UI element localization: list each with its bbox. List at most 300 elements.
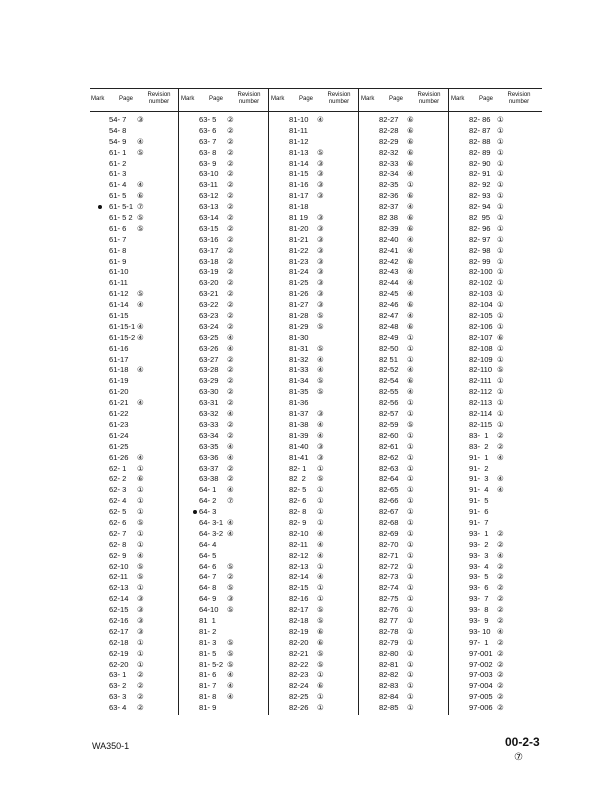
page-cell: 82-62 (379, 452, 399, 462)
header-page: Page (209, 95, 224, 102)
revision-cell: ① (137, 539, 145, 549)
table-row (450, 224, 540, 235)
page-cell: 93- 1 (469, 528, 489, 538)
revision-cell: ① (407, 463, 415, 473)
page-cell: 82-69 (379, 528, 399, 538)
revision-cell: ② (497, 681, 505, 691)
table-row (90, 278, 180, 289)
table-row (180, 660, 270, 671)
table-row (360, 278, 450, 289)
revision-cell: ④ (227, 670, 235, 680)
table-row (450, 464, 540, 475)
table-row (270, 627, 360, 638)
revision-cell: ⑤ (137, 561, 145, 571)
table-row (270, 322, 360, 333)
table-row (450, 649, 540, 660)
revision-cell: ② (227, 180, 235, 190)
revision-cell: ① (407, 583, 415, 593)
table-row (270, 398, 360, 409)
page-cell: 97-003 (469, 670, 493, 680)
revision-cell: ① (497, 158, 505, 168)
table-row (360, 660, 450, 671)
table-row (180, 562, 270, 573)
revision-cell: ① (407, 626, 415, 636)
table-row (450, 387, 540, 398)
page-cell: 82-40 (379, 234, 399, 244)
revision-cell: ⑤ (137, 517, 145, 527)
table-row (90, 616, 180, 627)
table-row (450, 333, 540, 344)
page-cell: 82-72 (379, 561, 399, 571)
table-row (180, 333, 270, 344)
table-row (450, 529, 540, 540)
revision-cell: ① (407, 517, 415, 527)
page-cell: 62-14 (109, 594, 129, 604)
page-cell: 64- 9 (199, 594, 217, 604)
page-cell: 93- 7 (469, 594, 489, 604)
revision-cell: ④ (227, 332, 235, 342)
page-cell: 82- 5 (289, 485, 307, 495)
revision-cell: ③ (317, 245, 325, 255)
table-row (270, 148, 360, 159)
table-row (90, 169, 180, 180)
table-row (450, 267, 540, 278)
page-cell: 82-73 (379, 572, 399, 582)
table-row (450, 572, 540, 583)
revision-cell: ⑤ (227, 583, 235, 593)
page-cell: 61- 1 (109, 147, 127, 157)
table-row (180, 224, 270, 235)
revision-cell: ⑤ (227, 659, 235, 669)
revision-cell: ① (497, 136, 505, 146)
revision-cell: ④ (137, 321, 145, 331)
revision-cell: ② (227, 136, 235, 146)
table-row (180, 638, 270, 649)
revision-cell: ② (497, 594, 505, 604)
page-cell: 81-23 (289, 256, 309, 266)
page-cell: 61-26 (109, 452, 129, 462)
table-row (90, 518, 180, 529)
revision-cell: ① (497, 202, 505, 212)
page-cell: 63-32 (199, 409, 219, 419)
table-row (180, 126, 270, 137)
revision-cell: ① (497, 234, 505, 244)
table-row (450, 540, 540, 551)
page-cell: 81- 5-2 (199, 659, 224, 669)
table-row (360, 605, 450, 616)
revision-cell: ② (497, 441, 505, 451)
page-cell: 62-16 (109, 615, 129, 625)
table-row (450, 605, 540, 616)
table-row (450, 257, 540, 268)
table-row (270, 605, 360, 616)
table-row (180, 137, 270, 148)
revision-cell: ① (317, 507, 325, 517)
page-cell: 82-75 (379, 594, 399, 604)
page-cell: 62-15 (109, 605, 129, 615)
page-cell: 82-70 (379, 539, 399, 549)
revision-cell: ② (227, 311, 235, 321)
page-cell: 81-37 (289, 409, 309, 419)
revision-cell: ① (407, 670, 415, 680)
page-cell: 81-41 (289, 452, 309, 462)
table-row (360, 267, 450, 278)
header-mark: Mark (451, 95, 465, 102)
table-row (360, 518, 450, 529)
revision-cell: ③ (317, 191, 325, 201)
header-revision: Revision number (327, 92, 351, 105)
page-cell: 63-22 (199, 300, 219, 310)
header-mark: Mark (91, 95, 105, 102)
revision-cell: ⑤ (317, 311, 325, 321)
table-row (90, 365, 180, 376)
revision-cell: ① (317, 496, 325, 506)
table-row (360, 322, 450, 333)
revision-cell: ① (137, 463, 145, 473)
table-row (450, 344, 540, 355)
page-cell: 82- 97 (469, 234, 491, 244)
page-cell: 97-004 (469, 681, 493, 691)
revision-cell: ① (317, 561, 325, 571)
table-row (180, 703, 270, 714)
revision-cell: ③ (137, 605, 145, 615)
table-row (180, 540, 270, 551)
revision-cell: ④ (407, 202, 415, 212)
page-cell: 82-37 (379, 202, 399, 212)
page-cell: 61-20 (109, 387, 129, 397)
revision-cell: ① (137, 496, 145, 506)
revision-cell: ⑤ (227, 605, 235, 615)
table-row (270, 529, 360, 540)
table-row (450, 148, 540, 159)
table-row (450, 474, 540, 485)
page-cell: 81-40 (289, 441, 309, 451)
revision-cell: ① (317, 485, 325, 495)
table-row (270, 333, 360, 344)
page-cell: 82-104 (469, 300, 493, 310)
page-cell: 62- 1 (109, 463, 127, 473)
revision-cell: ② (227, 474, 235, 484)
table-row (360, 627, 450, 638)
revision-cell: ④ (497, 474, 505, 484)
revision-cell: ③ (317, 278, 325, 288)
page-cell: 54- 7 (109, 115, 127, 124)
revision-cell: ⑤ (407, 419, 415, 429)
table-row (180, 311, 270, 322)
page-revision: ⑦ (514, 752, 523, 763)
page-column (90, 115, 180, 714)
page-cell: 82-45 (379, 289, 399, 299)
table-row (270, 594, 360, 605)
revision-cell: ④ (227, 528, 235, 538)
table-row (270, 681, 360, 692)
table-row (180, 180, 270, 191)
header-mark: Mark (361, 95, 375, 102)
table-row (90, 529, 180, 540)
revision-cell: ⑤ (317, 659, 325, 669)
revision-cell: ④ (407, 387, 415, 397)
revision-cell: ④ (317, 430, 325, 440)
table-row (270, 278, 360, 289)
table-row (360, 485, 450, 496)
table-row (450, 409, 540, 420)
page-cell: 82-14 (289, 572, 309, 582)
table-row (180, 257, 270, 268)
table-row (180, 169, 270, 180)
table-row (360, 551, 450, 562)
revision-cell: ② (227, 147, 235, 157)
revision-cell: ⑤ (137, 213, 145, 223)
table-row (360, 257, 450, 268)
table-row (450, 551, 540, 562)
revision-cell: ⑥ (407, 191, 415, 201)
table-row (270, 235, 360, 246)
table-row (180, 213, 270, 224)
header-revision: Revision number (417, 92, 441, 105)
page-cell: 82- 98 (469, 245, 491, 255)
page-cell: 82-28 (379, 125, 399, 135)
table-row (450, 300, 540, 311)
page-cell: 82- 86 (469, 115, 491, 124)
revision-cell: ⑤ (317, 343, 325, 353)
page-cell: 82-68 (379, 517, 399, 527)
page-cell: 91- 2 (469, 463, 489, 473)
revision-cell: ⑥ (407, 256, 415, 266)
page-cell: 82-10 (289, 528, 309, 538)
page-cell: 82-17 (289, 605, 309, 615)
page-cell: 82-44 (379, 278, 399, 288)
page-cell: 64-10 (199, 605, 219, 615)
page-cell: 82- 96 (469, 223, 491, 233)
page-cell: 82-64 (379, 474, 399, 484)
revision-cell: ① (407, 485, 415, 495)
table-row (180, 670, 270, 681)
page-cell: 63-17 (199, 245, 219, 255)
table-row (450, 638, 540, 649)
page-cell: 81-30 (289, 332, 309, 342)
revision-cell: ⑤ (227, 561, 235, 571)
table-row (450, 246, 540, 257)
table-row (360, 692, 450, 703)
table-row (90, 333, 180, 344)
revision-cell: ② (227, 125, 235, 135)
revision-cell: ① (407, 637, 415, 647)
table-row (180, 442, 270, 453)
revision-cell: ⑤ (317, 376, 325, 386)
table-row (180, 627, 270, 638)
revision-cell: ② (497, 703, 505, 713)
table-row (450, 496, 540, 507)
page-cell: 81-14 (289, 158, 309, 168)
revision-cell: ④ (407, 278, 415, 288)
page-cell: 82-112 (469, 387, 493, 397)
page-cell: 63- 2 (109, 681, 127, 691)
page-cell: 82-54 (379, 376, 399, 386)
table-row (180, 159, 270, 170)
revision-cell: ④ (137, 180, 145, 190)
revision-cell: ① (407, 409, 415, 419)
table-row (180, 202, 270, 213)
revision-cell: ② (497, 430, 505, 440)
revision-cell: ④ (227, 343, 235, 353)
page-cell: 62- 8 (109, 539, 127, 549)
revision-cell: ① (407, 572, 415, 582)
table-row (450, 431, 540, 442)
page-cell: 63-34 (199, 430, 219, 440)
revision-cell: ① (497, 409, 505, 419)
table-row (90, 670, 180, 681)
page-cell: 82 51 (379, 354, 399, 364)
revision-cell: ④ (227, 441, 235, 451)
revision-cell: ① (317, 703, 325, 713)
page-cell: 81-15 (289, 169, 309, 179)
page-cell: 81-22 (289, 245, 309, 255)
page-cell: 82-39 (379, 223, 399, 233)
page-cell: 82-111 (469, 376, 492, 386)
page-cell: 82-42 (379, 256, 399, 266)
page-cell: 62- 6 (109, 517, 127, 527)
page-cell: 61-18 (109, 365, 129, 375)
table-row (450, 627, 540, 638)
table-row (450, 616, 540, 627)
revision-cell: ① (407, 180, 415, 190)
table-row (360, 311, 450, 322)
revision-cell: ④ (137, 300, 145, 310)
revision-cell: ① (497, 398, 505, 408)
revision-cell: ① (407, 681, 415, 691)
page-cell: 82-113 (469, 398, 493, 408)
revision-cell: ② (227, 300, 235, 310)
table-row (270, 453, 360, 464)
page-cell: 64- 2 (199, 496, 217, 506)
page-cell: 82- 87 (469, 125, 491, 135)
page-cell: 63-36 (199, 452, 219, 462)
revision-cell: ④ (407, 169, 415, 179)
revision-cell: ④ (497, 452, 505, 462)
page-cell: 63-16 (199, 234, 219, 244)
page-cell: 62-11 (109, 572, 128, 582)
page-cell: 63-24 (199, 321, 219, 331)
table-row (180, 398, 270, 409)
table-row (90, 464, 180, 475)
page-cell: 63- 4 (109, 703, 127, 713)
page-cell: 82-63 (379, 463, 399, 473)
page-cell: 63- 1 (109, 670, 127, 680)
table-row (90, 398, 180, 409)
table-row (90, 660, 180, 671)
page-cell: 82-11 (289, 539, 308, 549)
table-row (360, 224, 450, 235)
page-cell: 82-34 (379, 169, 399, 179)
page-number: 00-2-3 (505, 735, 540, 749)
page-cell: 63-29 (199, 376, 219, 386)
revision-cell: ① (137, 648, 145, 658)
revision-cell: ① (407, 692, 415, 702)
table-row (450, 376, 540, 387)
revision-cell: ① (137, 507, 145, 517)
table-row (360, 246, 450, 257)
table-row (360, 169, 450, 180)
page-cell: 61-19 (109, 376, 129, 386)
revision-cell: ① (407, 561, 415, 571)
page-cell: 82-50 (379, 343, 399, 353)
page-cell: 64- 6 (199, 561, 217, 571)
table-row (180, 572, 270, 583)
table-row (450, 507, 540, 518)
page-cell: 61-15 (109, 311, 129, 321)
page-cell: 82-65 (379, 485, 399, 495)
page-cell: 82-84 (379, 692, 399, 702)
table-row (270, 638, 360, 649)
table-row (180, 485, 270, 496)
revision-cell: ⑤ (227, 648, 235, 658)
revision-cell: ① (497, 321, 505, 331)
revision-cell: ③ (137, 594, 145, 604)
table-row (270, 562, 360, 573)
table-row (360, 137, 450, 148)
page-cell: 61-17 (109, 354, 129, 364)
revision-cell: ② (227, 267, 235, 277)
table-row (90, 605, 180, 616)
table-row (360, 420, 450, 431)
revision-cell: ④ (317, 365, 325, 375)
revision-cell: ② (227, 256, 235, 266)
revision-cell: ① (497, 343, 505, 353)
page-cell: 82-29 (379, 136, 399, 146)
table-row (360, 442, 450, 453)
table-row (450, 660, 540, 671)
table-row (90, 300, 180, 311)
table-row (180, 289, 270, 300)
table-row (270, 616, 360, 627)
revision-cell: ③ (317, 289, 325, 299)
revision-cell: ① (407, 474, 415, 484)
page-cell: 61-21 (109, 398, 129, 408)
revision-cell: ④ (407, 267, 415, 277)
table-row (270, 464, 360, 475)
revision-cell: ① (497, 169, 505, 179)
revision-cell: ① (497, 267, 505, 277)
model-label: WA350-1 (92, 741, 130, 751)
page-cell: 63-38 (199, 474, 219, 484)
page-cell: 64- 3 (199, 507, 217, 517)
page-cell: 63-19 (199, 267, 219, 277)
page-cell: 61- 7 (109, 234, 127, 244)
page-cell: 63- 5 (199, 115, 217, 124)
header-page: Page (389, 95, 404, 102)
table-row (180, 278, 270, 289)
table-row (450, 213, 540, 224)
revision-cell: ② (497, 572, 505, 582)
page-cell: 81-10 (289, 115, 309, 124)
revision-cell: ③ (317, 158, 325, 168)
table-row (360, 474, 450, 485)
table-row (90, 246, 180, 257)
page-cell: 82-49 (379, 332, 399, 342)
table-row (90, 159, 180, 170)
table-row (180, 387, 270, 398)
revision-cell: ① (407, 452, 415, 462)
revision-cell: ① (407, 496, 415, 506)
table-row (270, 159, 360, 170)
revision-cell: ③ (317, 180, 325, 190)
page-cell: 81-26 (289, 289, 309, 299)
page-cell: 82-78 (379, 626, 399, 636)
page-cell: 61- 5 2 (109, 213, 133, 223)
page-cell: 82-48 (379, 321, 399, 331)
revision-cell: ② (227, 419, 235, 429)
page-cell: 82-47 (379, 311, 399, 321)
